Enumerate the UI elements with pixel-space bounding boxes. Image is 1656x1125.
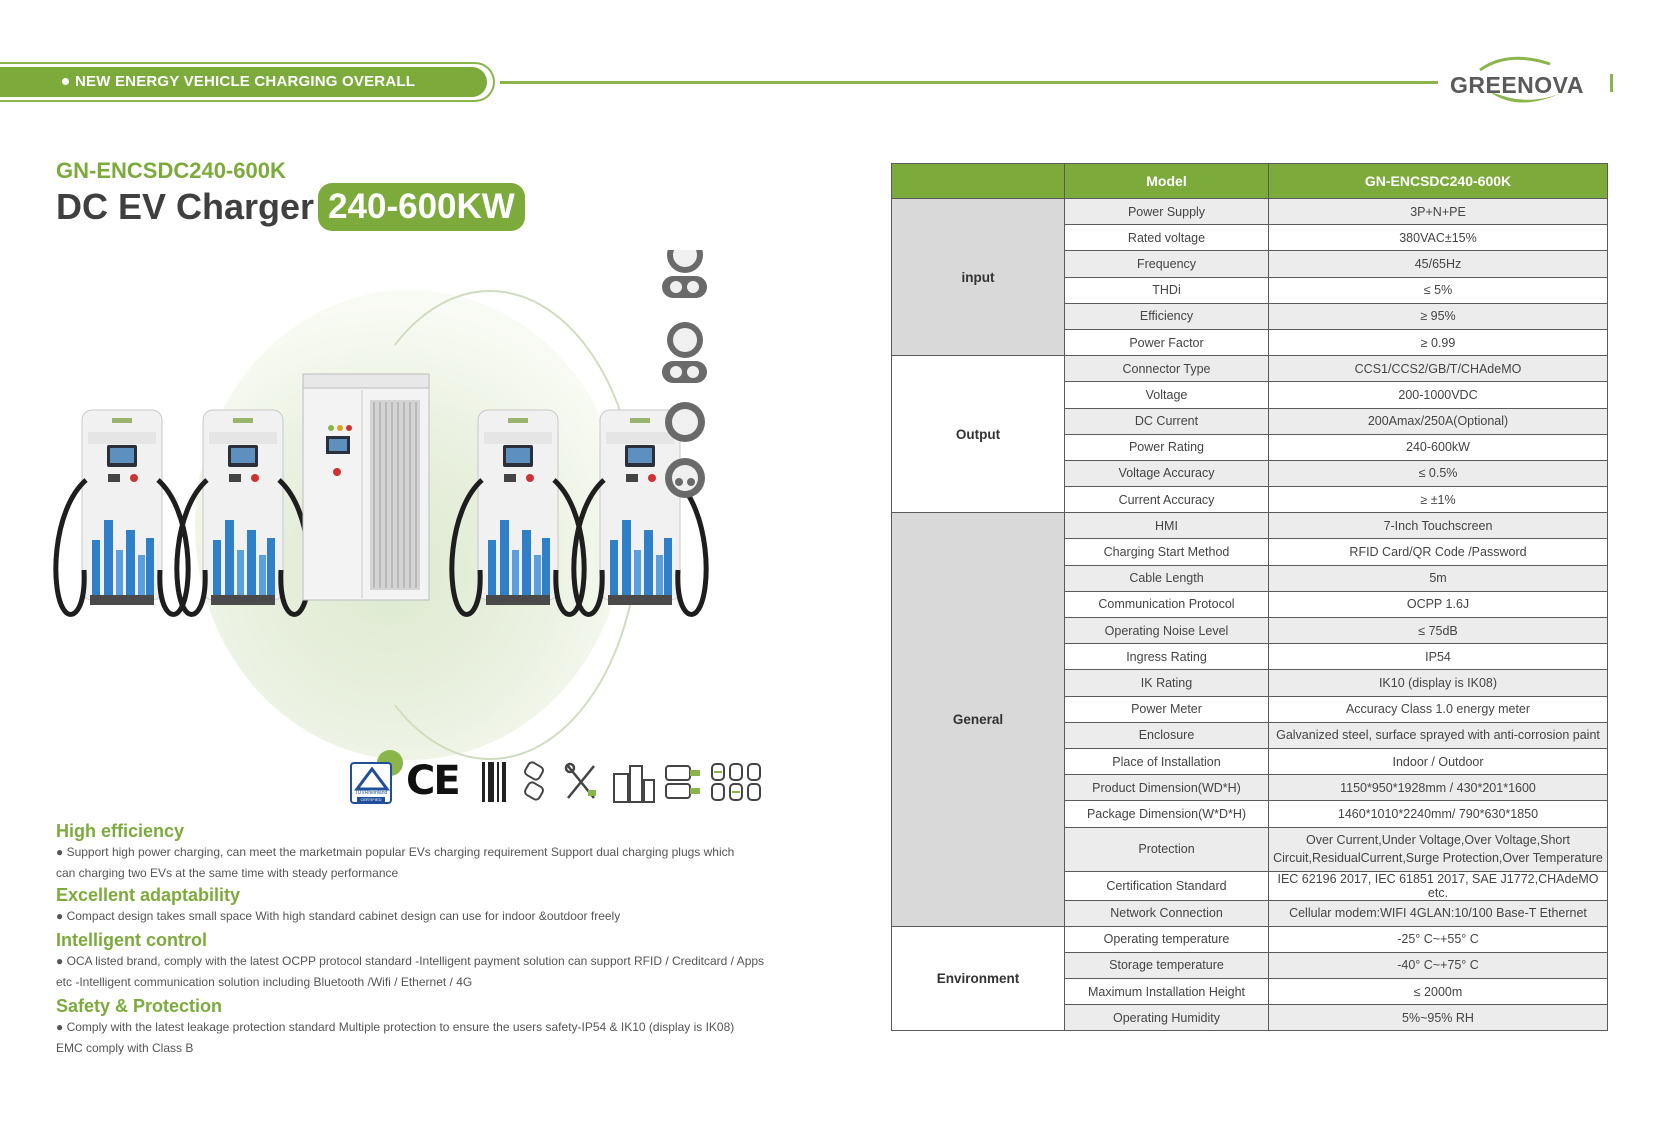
spec-value: CCS1/CCS2/GB/T/CHAdeMO bbox=[1269, 356, 1608, 382]
tuv-badge bbox=[350, 762, 392, 804]
spec-value: 200-1000VDC bbox=[1269, 382, 1608, 408]
spec-param: Voltage Accuracy bbox=[1065, 460, 1269, 486]
spec-param: Place of Installation bbox=[1065, 748, 1269, 774]
spec-param: Power Meter bbox=[1065, 696, 1269, 722]
brand-name: GREENOVA bbox=[1450, 72, 1584, 98]
spec-value: -40° C~+75° C bbox=[1269, 952, 1608, 978]
spec-value: OCPP 1.6J bbox=[1269, 591, 1608, 617]
title-line bbox=[56, 182, 525, 232]
spec-value: 240-600kW bbox=[1269, 434, 1608, 460]
spec-value: 1150*950*1928mm / 430*201*1600 bbox=[1269, 775, 1608, 801]
spec-category: Output bbox=[892, 356, 1065, 513]
feature-intelligent-control bbox=[56, 929, 776, 993]
greenova-logo bbox=[1450, 52, 1620, 112]
tuv-label: TÜVRheinland bbox=[354, 790, 388, 796]
spec-value: Over Current,Under Voltage,Over Voltage,Short Circuit,ResidualCurrent,Surge Protection,Over Temperature bbox=[1269, 827, 1608, 871]
spec-row bbox=[892, 926, 1608, 952]
spec-header-row bbox=[892, 164, 1608, 199]
spec-value: ≤ 5% bbox=[1269, 277, 1608, 303]
spec-param: Product Dimension(WD*H) bbox=[1065, 775, 1269, 801]
feature-safety bbox=[56, 995, 776, 1059]
spec-param: Efficiency bbox=[1065, 303, 1269, 329]
header-banner bbox=[0, 62, 495, 120]
spec-category: General bbox=[892, 513, 1065, 926]
spec-param: Storage temperature bbox=[1065, 952, 1269, 978]
spec-param: Operating Humidity bbox=[1065, 1005, 1269, 1031]
spec-value: IP54 bbox=[1269, 644, 1608, 670]
building-icon bbox=[614, 766, 654, 802]
spec-value: ≥ ±1% bbox=[1269, 487, 1608, 513]
spec-value: -25° C~+55° C bbox=[1269, 926, 1608, 952]
feature-text: ● Compact design takes small space With high standard cabinet design can use for indoor &outdoor freely bbox=[56, 909, 621, 923]
spec-category: Environment bbox=[892, 926, 1065, 1031]
feature-text: ● Comply with the latest leakage protection standard Multiple protection to ensure the users safety-IP54 & IK10 (display is IK08) EMC comply with Class B bbox=[56, 1020, 735, 1055]
feature-heading: High efficiency bbox=[56, 821, 185, 841]
spec-param: Power Rating bbox=[1065, 434, 1269, 460]
tuv-icon bbox=[353, 767, 391, 791]
spec-value: 1460*1010*2240mm/ 790*630*1850 bbox=[1269, 801, 1608, 827]
spec-row bbox=[892, 356, 1608, 382]
spec-value: Indoor / Outdoor bbox=[1269, 748, 1608, 774]
spec-param: Rated voltage bbox=[1065, 225, 1269, 251]
feature-list bbox=[56, 820, 776, 1059]
spec-value: IK10 (display is IK08) bbox=[1269, 670, 1608, 696]
page-title: DC EV Charger bbox=[56, 186, 315, 227]
banner-text: NEW ENERGY VEHICLE CHARGING OVERALL SOLUTION bbox=[62, 73, 415, 120]
spec-param: Maximum Installation Height bbox=[1065, 979, 1269, 1005]
spec-value: 7-Inch Touchscreen bbox=[1269, 513, 1608, 539]
spec-param: Power Factor bbox=[1065, 329, 1269, 355]
spec-table bbox=[891, 163, 1608, 1031]
tuv-sub-label: CERTIFIED bbox=[357, 797, 385, 802]
spec-param: Frequency bbox=[1065, 251, 1269, 277]
spec-value: 45/65Hz bbox=[1269, 251, 1608, 277]
feature-text: ● Support high power charging, can meet the marketmain popular EVs charging requirement Support dual charging plugs which can charging two EVs at the same time with steady performance bbox=[56, 845, 735, 880]
feature-icons bbox=[478, 760, 798, 804]
spec-body bbox=[892, 199, 1608, 1031]
spec-param: Voltage bbox=[1065, 382, 1269, 408]
spec-header-model: Model bbox=[1065, 164, 1269, 199]
header-divider bbox=[500, 81, 1438, 84]
spec-param: Connector Type bbox=[1065, 356, 1269, 382]
spec-param: Charging Start Method bbox=[1065, 539, 1269, 565]
header-banner-fill bbox=[0, 67, 487, 120]
spec-value: 5%~95% RH bbox=[1269, 1005, 1608, 1031]
model-code: GN-ENCSDC240-600K bbox=[56, 158, 286, 183]
spec-param: Protection bbox=[1065, 827, 1269, 871]
logo-accent-bar bbox=[1610, 74, 1613, 92]
spec-value: 200Amax/250A(Optional) bbox=[1269, 408, 1608, 434]
spec-param: IK Rating bbox=[1065, 670, 1269, 696]
spec-row bbox=[892, 199, 1608, 225]
feature-heading: Safety & Protection bbox=[56, 996, 223, 1016]
spec-param: Power Supply bbox=[1065, 199, 1269, 225]
spec-row bbox=[892, 513, 1608, 539]
spec-param: THDi bbox=[1065, 277, 1269, 303]
spec-value: Galvanized steel, surface sprayed with anti-corrosion paint bbox=[1269, 722, 1608, 748]
certification-row bbox=[350, 760, 770, 804]
spec-param: Operating temperature bbox=[1065, 926, 1269, 952]
spec-param: Package Dimension(W*D*H) bbox=[1065, 801, 1269, 827]
spec-param: DC Current bbox=[1065, 408, 1269, 434]
spec-header-value: GN-ENCSDC240-600K bbox=[1269, 164, 1608, 199]
spec-value: RFID Card/QR Code /Password bbox=[1269, 539, 1608, 565]
spec-value: ≥ 0.99 bbox=[1269, 329, 1608, 355]
spec-param: Ingress Rating bbox=[1065, 644, 1269, 670]
spec-param: Certification Standard bbox=[1065, 871, 1269, 900]
ev-charging-station-icon bbox=[666, 766, 700, 798]
spec-category: input bbox=[892, 199, 1065, 356]
spec-param: Network Connection bbox=[1065, 900, 1269, 926]
spec-value: ≥ 95% bbox=[1269, 303, 1608, 329]
dual-plug-icon bbox=[524, 761, 545, 801]
barcode-icon bbox=[482, 762, 506, 802]
spec-value: IEC 62196 2017, IEC 61851 2017, SAE J1772,CHAdeMO etc. bbox=[1269, 871, 1608, 900]
feature-adaptability bbox=[56, 884, 776, 927]
spec-param: Operating Noise Level bbox=[1065, 618, 1269, 644]
spec-param: Communication Protocol bbox=[1065, 591, 1269, 617]
spec-value: ≤ 0.5% bbox=[1269, 460, 1608, 486]
feature-high-efficiency bbox=[56, 820, 776, 884]
spec-value: ≤ 75dB bbox=[1269, 618, 1608, 644]
feature-heading: Excellent adaptability bbox=[56, 885, 241, 905]
feature-heading: Intelligent control bbox=[56, 930, 207, 950]
spec-value: Cellular modem:WIFI 4GLAN:10/100 Base-T Ethernet bbox=[1269, 900, 1608, 926]
spec-value: Accuracy Class 1.0 energy meter bbox=[1269, 696, 1608, 722]
product-illustration bbox=[40, 250, 780, 790]
spec-value: ≤ 2000m bbox=[1269, 979, 1608, 1005]
power-badge: 240-600KW bbox=[318, 183, 525, 231]
bullet-dot bbox=[62, 78, 69, 85]
ce-mark: CE bbox=[406, 758, 459, 804]
chargers-svg bbox=[40, 250, 780, 790]
spec-param: HMI bbox=[1065, 513, 1269, 539]
spec-header-blank bbox=[892, 164, 1065, 199]
multi-car-icon bbox=[712, 764, 760, 800]
spec-param: Cable Length bbox=[1065, 565, 1269, 591]
spec-value: 3P+N+PE bbox=[1269, 199, 1608, 225]
spec-param: Current Accuracy bbox=[1065, 487, 1269, 513]
spec-value: 380VAC±15% bbox=[1269, 225, 1608, 251]
tools-icon bbox=[566, 764, 596, 798]
spec-value: 5m bbox=[1269, 565, 1608, 591]
feature-text: ● OCA listed brand, comply with the latest OCPP protocol standard -Intelligent payment solution can support RFID / Creditcard / Apps etc -Intelligent communication solution including Bluetooth /Wifi / Ethernet / 4G bbox=[56, 954, 765, 989]
spec-param: Enclosure bbox=[1065, 722, 1269, 748]
